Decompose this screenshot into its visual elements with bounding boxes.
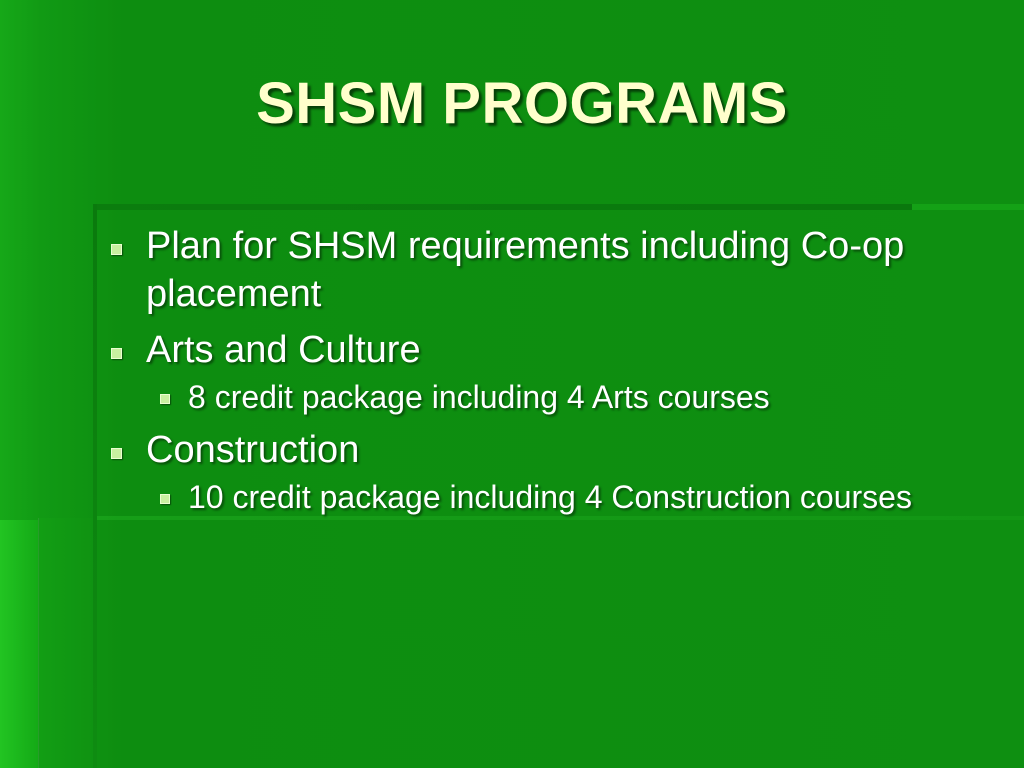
background-panel-mid — [38, 518, 97, 768]
list-item-text: Arts and Culture — [146, 329, 421, 371]
list-item-text: Plan for SHSM requirements including Co-op placement — [146, 225, 905, 315]
list-subitem-text: 8 credit package including 4 Arts courses — [188, 379, 770, 415]
background-vertical-line — [93, 204, 97, 768]
list-subitem-text: 10 credit package including 4 Construction courses — [188, 479, 912, 515]
list-subitem — [104, 376, 1004, 418]
list-subitem — [104, 476, 1004, 518]
background-panel-left — [0, 520, 38, 768]
slide-title: SHSM PROGRAMS — [256, 71, 788, 136]
square-bullet-icon — [160, 394, 170, 404]
background-top-bar — [96, 204, 912, 210]
list-item — [104, 326, 1004, 374]
square-bullet-icon — [111, 348, 122, 359]
list-item — [104, 222, 1004, 318]
bullet-list — [104, 214, 1004, 518]
square-bullet-icon — [111, 244, 122, 255]
background-top-bar-right — [912, 204, 1024, 210]
list-item-text: Construction — [146, 429, 360, 471]
square-bullet-icon — [160, 494, 170, 504]
list-item — [104, 426, 1004, 474]
square-bullet-icon — [111, 448, 122, 459]
